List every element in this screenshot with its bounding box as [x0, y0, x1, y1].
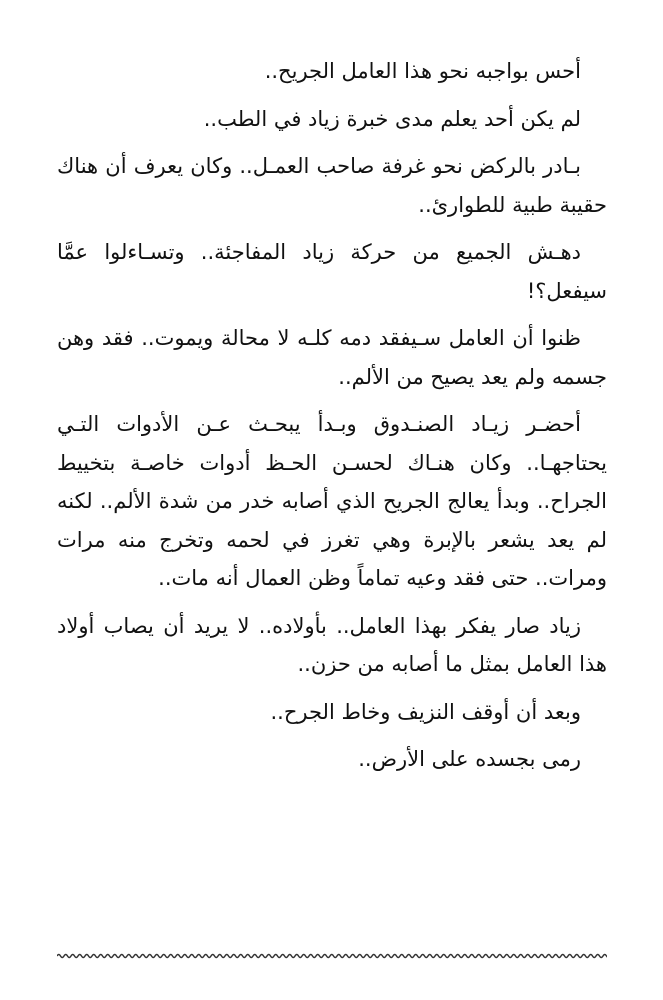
- wavy-divider-line: [57, 955, 607, 958]
- wavy-divider: [57, 950, 607, 962]
- paragraph-6: أحضـر زيـاد الصنـدوق وبـدأ يبحـث عـن الأدوات التـي يحتاجهـا.. وكان هنـاك لحسـن الحـظ أدوات خاصـة بتخييط الجراح.. وبدأ يعالج الجريح الذي أصابه خدر من شدة الألم.. لكنه لم يعد يشعر بالإبرة وهي تغرز في لحمه وتخرج منه مرات ومرات.. حتى فقد وعيه تماماً وظن العمال أنه مات..: [57, 412, 607, 590]
- paragraph-3: بـادر بالركض نحو غرفة صاحب العمـل.. وكان يعرف أن هناك حقيبة طبية للطوارئ..: [57, 154, 607, 217]
- story-text: [57, 52, 607, 788]
- paragraph-7: زياد صار يفكر بهذا العامل.. بأولاده.. لا يريد أن يصاب أولاد هذا العامل بمثل ما أصابه من حزن..: [57, 613, 607, 676]
- paragraph-9: رمى بجسده على الأرض..: [358, 747, 581, 771]
- paragraph-1: أحس بواجبه نحو هذا العامل الجريح..: [264, 59, 581, 83]
- paragraph-4: دهـش الجميع من حركة زياد المفاجئة.. وتسـاءلوا عمَّا سيفعل؟!: [57, 240, 607, 303]
- paragraph-5: ظنوا أن العامل سـيفقد دمه كلـه لا محالة ويموت.. فقد وهن جسمه ولم يعد يصيح من الألم..: [57, 326, 607, 389]
- paragraph-8: وبعد أن أوقف النزيف وخاط الجرح..: [270, 699, 581, 724]
- paragraph-2: لم يكن أحد يعلم مدى خبرة زياد في الطب..: [203, 106, 581, 131]
